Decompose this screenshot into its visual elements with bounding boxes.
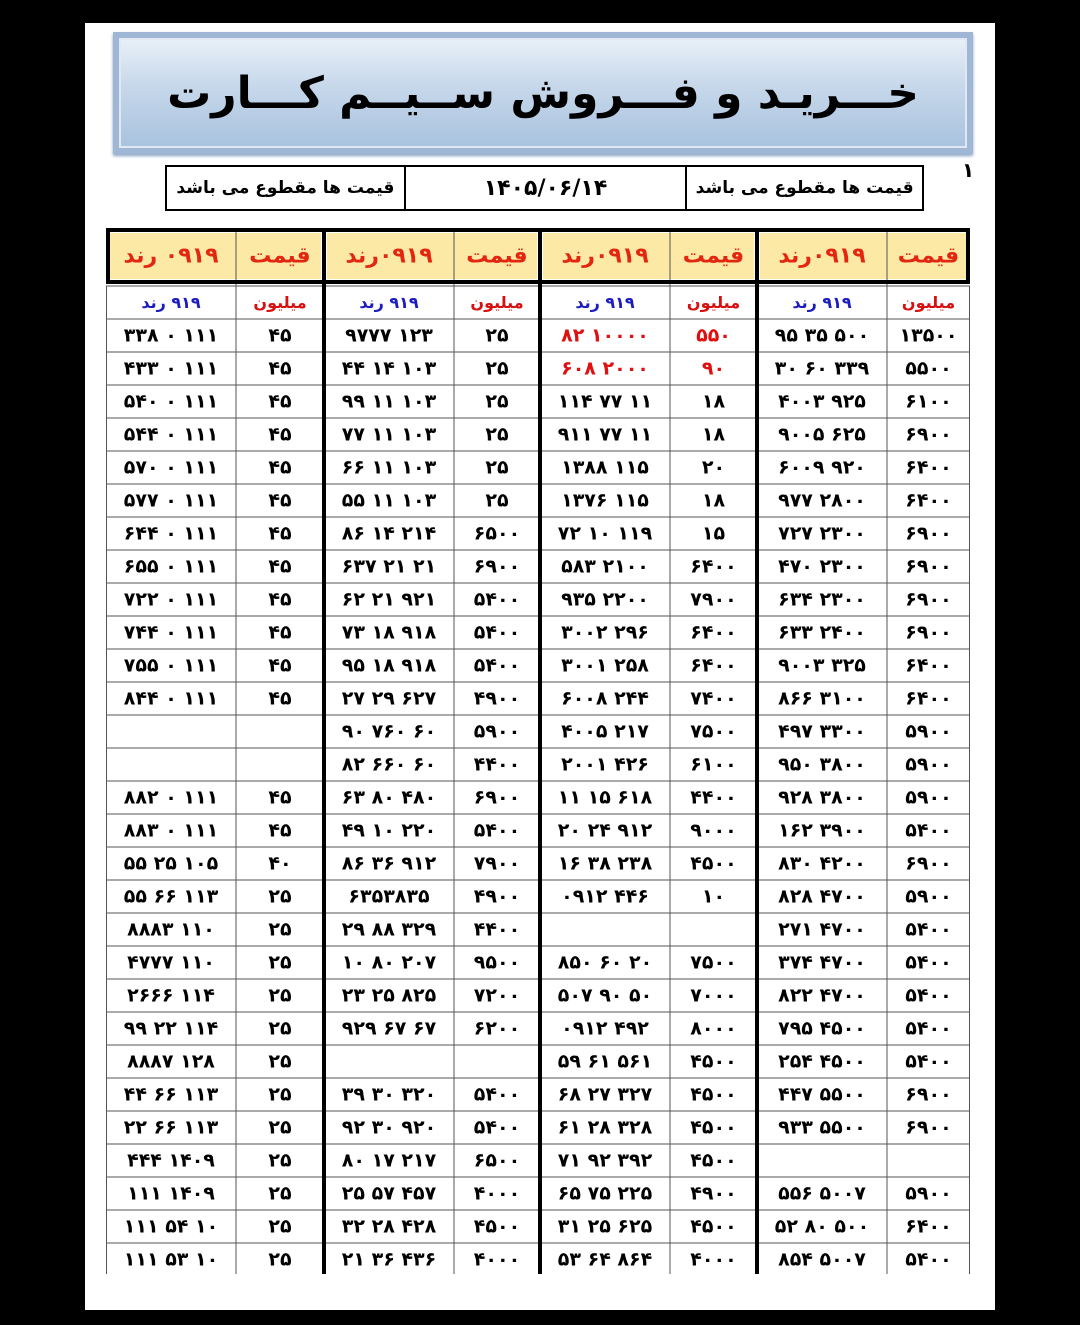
price-cell: ۸۰۰۰ <box>690 1017 737 1040</box>
subheader-unit-label: میلیون <box>470 293 524 312</box>
price-cell: ۷۵۰۰ <box>690 951 737 974</box>
number-cell: ۱۰ ۵۴ ۱۱۱ <box>123 1215 219 1238</box>
number-cell: ۱۰۳ ۱۱ ۹۹ <box>341 390 437 413</box>
price-cell: ۴۵ <box>268 555 292 578</box>
price-cell: ۱۰ <box>701 885 726 908</box>
price-cell: ۴۵ <box>268 588 292 611</box>
price-cell: ۲۵ <box>268 1149 292 1172</box>
number-cell: ۲۱۰۰ ۵۸۳ <box>561 555 649 578</box>
price-cell: ۶۹۰۰ <box>905 522 952 545</box>
price-cell: ۶۹۰۰ <box>473 555 521 578</box>
price-cell: ۴۵۰۰ <box>690 1149 737 1172</box>
price-cell: ۶۱۰۰ <box>690 753 737 776</box>
header-price-label: قیمت <box>249 243 311 269</box>
price-cell: ۴۵ <box>268 621 292 644</box>
number-cell: ۱۱۹ ۱۰ ۷۲ <box>557 522 653 545</box>
price-cell: ۶۴۰۰ <box>690 555 737 578</box>
price-cell: ۴۵ <box>268 390 292 413</box>
number-cell: ۲۲۵ ۷۵ ۶۵ <box>557 1182 653 1205</box>
price-cell: ۶۹۰۰ <box>905 852 952 875</box>
number-cell: ۲۴۴ ۶۰۰۸ <box>561 687 649 710</box>
number-cell: ۲۲۰۰ ۹۳۵ <box>561 588 649 611</box>
number-cell: ۲۰۷ ۸۰ ۱۰ <box>341 951 437 974</box>
info-bar <box>165 165 924 211</box>
price-cell: ۵۴۰۰ <box>473 654 521 677</box>
number-cell: ۵۵۰۰ ۴۴۷ <box>778 1083 866 1106</box>
number-cell: ۲۱ ۲۱ ۶۳۷ <box>341 555 437 578</box>
number-cell: ۴۳۶ ۳۶ ۲۱ <box>341 1248 437 1271</box>
price-cell: ۵۴۰۰ <box>905 918 952 941</box>
number-cell: ۳۱۰۰ ۸۶۶ <box>778 687 866 710</box>
price-cell: ۴۴۰۰ <box>473 918 521 941</box>
price-cell: ۴۵۰۰ <box>690 1116 737 1139</box>
price-cell: ۲۵ <box>485 489 509 512</box>
number-cell: ۱۱۱ ۰ ۸۴۴ <box>123 687 219 710</box>
number-cell: ۱۱۱ ۰ ۵۷۰ <box>123 456 219 479</box>
number-cell: ۲۱۴ ۱۴ ۸۶ <box>341 522 437 545</box>
price-cell: ۵۹۰۰ <box>905 720 952 743</box>
number-cell: ۹۲۱ ۲۱ ۶۲ <box>341 588 437 611</box>
price-cell: ۲۵ <box>485 423 509 446</box>
number-cell: ۱۰۰۰۰ ۸۲ <box>561 324 649 347</box>
price-cell: ۵۴۰۰ <box>473 588 521 611</box>
price-cell: ۶۴۰۰ <box>905 456 952 479</box>
number-cell: ۲۳۰۰ ۴۷۰ <box>778 555 866 578</box>
price-cell: ۶۴۰۰ <box>690 621 737 644</box>
price-cell: ۶۹۰۰ <box>905 588 952 611</box>
number-cell: ۶۷ ۶۷ ۹۲۹ <box>341 1017 437 1040</box>
fixed-price-note-left: قیمت ها مقطوع می باشد <box>176 178 395 198</box>
number-cell: ۱۲۳ ۹۷۷۷ <box>345 324 433 347</box>
number-cell: ۵۵۰۰ ۹۳۳ <box>778 1116 866 1139</box>
price-cell: ۷۵۰۰ <box>690 720 737 743</box>
price-cell: ۶۴۰۰ <box>905 654 952 677</box>
header-number-label: ۰۹۱۹رند <box>561 243 649 269</box>
number-cell: ۱۱۰ ۴۷۷۷ <box>127 951 215 974</box>
price-cell: ۷۹۰۰ <box>690 588 737 611</box>
price-cell: ۴۵ <box>268 687 292 710</box>
number-cell: ۵۰۰۷ ۸۵۴ <box>778 1248 866 1271</box>
price-cell: ۴۵۰۰ <box>690 1215 737 1238</box>
number-cell: ۳۲۷ ۲۷ ۶۸ <box>557 1083 653 1106</box>
number-cell: ۱۰۳ ۱۴ ۴۴ <box>341 357 437 380</box>
price-cell: ۷۴۰۰ <box>690 687 737 710</box>
price-cell: ۵۹۰۰ <box>473 720 521 743</box>
price-cell: ۲۵ <box>485 357 509 380</box>
number-cell: ۲۲۰ ۱۰ ۴۹ <box>341 819 437 842</box>
header-number-label: ۰۹۱۹ رند <box>123 243 219 269</box>
price-cell: ۱۳۵۰۰ <box>899 324 958 347</box>
number-cell: ۵۰۰۷ ۵۵۶ <box>778 1182 866 1205</box>
number-cell: ۲۱۷ ۱۷ ۸۰ <box>341 1149 437 1172</box>
price-cell: ۲۵ <box>268 984 292 1007</box>
price-cell: ۲۰ <box>701 456 726 479</box>
price-cell: ۱۸ <box>701 423 726 446</box>
number-cell: ۹۲۵ ۴۰۰۳ <box>778 390 866 413</box>
subheader-number-label: ۹۱۹ رند <box>575 293 635 312</box>
number-cell: ۱۱۱ ۰ ۶۵۵ <box>123 555 219 578</box>
price-cell: ۵۵۰۰ <box>905 357 952 380</box>
price-table <box>106 228 970 1274</box>
price-cell: ۲۵ <box>485 324 509 347</box>
price-cell: ۶۹۰۰ <box>905 555 952 578</box>
number-cell: ۳۸۰۰ ۹۵۰ <box>778 753 866 776</box>
price-cell: ۲۵ <box>268 1017 292 1040</box>
number-cell: ۱۱۱ ۰ ۴۳۳ <box>123 357 219 380</box>
price-cell: ۶۵۰۰ <box>473 1149 521 1172</box>
price-cell: ۲۵ <box>268 951 292 974</box>
price-cell: ۶۱۰۰ <box>905 390 952 413</box>
number-cell: ۳۲۵ ۹۰۰۳ <box>778 654 866 677</box>
price-cell: ۲۵ <box>268 1248 292 1271</box>
page-title: خـــریـد و فـــروش ســیــم کـــارت <box>167 67 919 119</box>
number-cell: ۱۱۱ ۰ ۸۸۳ <box>123 819 219 842</box>
price-cell: ۴۵ <box>268 456 292 479</box>
number-cell: ۴۷۰۰ ۸۲۸ <box>778 885 866 908</box>
number-cell: ۶۲۵ ۲۵ ۳۱ <box>557 1215 653 1238</box>
price-cell: ۴۵ <box>268 819 292 842</box>
price-cell: ۵۴۰۰ <box>905 1017 952 1040</box>
price-cell: ۲۵ <box>268 885 292 908</box>
price-cell: ۶۴۰۰ <box>905 687 952 710</box>
price-cell: ۴۰۰۰ <box>690 1248 737 1271</box>
number-cell: ۸۲۵ ۲۵ ۲۳ <box>341 984 437 1007</box>
price-cell: ۷۲۰۰ <box>473 984 521 1007</box>
number-cell: ۱۰۳ ۱۱ ۷۷ <box>341 423 437 446</box>
number-cell: ۱۱۱ ۰ ۶۴۴ <box>123 522 219 545</box>
header-price-label: قیمت <box>897 243 960 269</box>
number-cell: ۴۵۷ ۵۷ ۲۵ <box>341 1182 437 1205</box>
number-cell: ۳۸۰۰ ۹۲۸ <box>778 786 866 809</box>
price-cell: ۴۵ <box>268 654 292 677</box>
number-cell: ۵۰ ۹۰ ۵۰۷ <box>557 984 653 1007</box>
number-cell: ۱۱۱ ۰ ۷۵۵ <box>123 654 219 677</box>
number-cell: ۲۳۸ ۳۸ ۱۶ <box>557 852 653 875</box>
number-cell: ۱۱ ۷۷ ۱۱۴ <box>557 390 653 413</box>
number-cell: ۲۱۷ ۴۰۰۵ <box>561 720 649 743</box>
number-cell: ۱۱۱ ۰ ۵۴۴ <box>123 423 219 446</box>
price-cell: ۵۵۰ <box>696 324 731 347</box>
price-cell: ۴۰ <box>268 852 292 875</box>
price-cell: ۵۴۰۰ <box>473 819 521 842</box>
price-cell: ۵۴۰۰ <box>473 1116 521 1139</box>
subheader-number-label: ۹۱۹ رند <box>359 293 419 312</box>
number-cell: ۴۷۰۰ ۲۷۱ <box>778 918 866 941</box>
number-cell: ۳۲۹ ۸۸ ۲۹ <box>341 918 437 941</box>
number-cell: ۱۲۸ ۸۸۸۷ <box>127 1050 215 1073</box>
number-cell: ۴۴۶ ۰۹۱۲ <box>561 885 649 908</box>
price-cell: ۴۵ <box>268 522 292 545</box>
price-cell: ۵۴۰۰ <box>473 621 521 644</box>
number-cell: ۳۲۸ ۲۸ ۶۱ <box>557 1116 653 1139</box>
price-cell: ۴۴۰۰ <box>473 753 521 776</box>
price-cell: ۶۹۰۰ <box>905 1116 952 1139</box>
number-cell: ۲۸۰۰ ۹۷۷ <box>778 489 866 512</box>
number-cell: ۶۲۷ ۲۹ ۲۷ <box>341 687 437 710</box>
price-table-graphic <box>106 228 970 1274</box>
subheader-unit-label: میلیون <box>901 293 956 312</box>
price-cell: ۷۹۰۰ <box>473 852 521 875</box>
number-cell: ۹۱۲ ۲۴ ۲۰ <box>557 819 653 842</box>
price-cell: ۵۹۰۰ <box>905 885 952 908</box>
number-cell: ۱۱۳ ۶۶ ۲۲ <box>123 1116 219 1139</box>
price-cell: ۹۰۰۰ <box>690 819 737 842</box>
number-cell: ۲۳۰۰ ۶۳۴ <box>778 588 866 611</box>
number-cell: ۱۰۵ ۲۵ ۵۵ <box>123 852 219 875</box>
price-cell: ۵۴۰۰ <box>905 951 952 974</box>
number-cell: ۵۶۱ ۶۱ ۵۹ <box>557 1050 653 1073</box>
price-cell: ۴۵۰۰ <box>690 852 737 875</box>
price-cell: ۶۵۰۰ <box>473 522 521 545</box>
number-cell: ۳۳۰۰ ۴۹۷ <box>778 720 866 743</box>
number-cell: ۴۸۰ ۸۰ ۶۳ <box>341 786 437 809</box>
price-cell: ۲۵ <box>268 1182 292 1205</box>
price-cell: ۵۴۰۰ <box>905 984 952 1007</box>
number-cell: ۴۷۰۰ ۸۲۲ <box>778 984 866 1007</box>
number-cell: ۶۳۵۳۸۳۵ <box>348 885 430 908</box>
number-cell: ۶۰ ۶۶۰ ۸۲ <box>341 753 437 776</box>
price-cell: ۹۰ <box>701 357 726 380</box>
number-cell: ۱۱۳ ۶۶ ۵۵ <box>123 885 219 908</box>
price-cell: ۵۹۰۰ <box>905 753 952 776</box>
price-cell: ۲۵ <box>268 918 292 941</box>
number-cell: ۱۱۱ ۰ ۵۷۷ <box>123 489 219 512</box>
price-cell: ۴۵۰۰ <box>690 1083 737 1106</box>
number-cell: ۳۹۲ ۹۲ ۷۱ <box>557 1149 653 1172</box>
number-cell: ۶۲۵ ۹۰۰۵ <box>778 423 866 446</box>
number-cell: ۴۵۰۰ ۷۹۵ <box>778 1017 866 1040</box>
price-cell: ۵۹۰۰ <box>905 786 952 809</box>
number-cell: ۲۰۰۰ ۶۰۸ <box>561 357 649 380</box>
price-cell: ۶۴۰۰ <box>905 1215 952 1238</box>
price-cell: ۲۵ <box>268 1116 292 1139</box>
header-number-label: ۰۹۱۹رند <box>345 243 433 269</box>
header-number-label: ۰۹۱۹رند <box>778 243 866 269</box>
number-cell: ۴۵۰۰ ۲۵۴ <box>778 1050 866 1073</box>
price-cell: ۶۲۰۰ <box>473 1017 521 1040</box>
number-cell: ۴۹۲ ۰۹۱۲ <box>561 1017 649 1040</box>
number-cell: ۲۳۰۰ ۷۲۷ <box>778 522 866 545</box>
price-cell: ۵۴۰۰ <box>905 819 952 842</box>
number-cell: ۵۰۰ ۸۰ ۵۲ <box>774 1215 870 1238</box>
price-cell: ۶۴۰۰ <box>905 489 952 512</box>
number-cell: ۴۲۸ ۲۸ ۳۲ <box>341 1215 437 1238</box>
title-banner <box>113 32 973 154</box>
price-cell: ۹۵۰۰ <box>473 951 521 974</box>
price-cell: ۴۵ <box>268 786 292 809</box>
price-cell: ۷۰۰۰ <box>690 984 737 1007</box>
price-cell: ۵۴۰۰ <box>473 1083 521 1106</box>
price-cell: ۴۵ <box>268 324 292 347</box>
price-cell: ۶۴۰۰ <box>690 654 737 677</box>
number-cell: ۹۲۰ ۳۰ ۹۲ <box>341 1116 437 1139</box>
price-cell: ۱۵ <box>701 522 726 545</box>
price-cell: ۴۵۰۰ <box>473 1215 521 1238</box>
price-cell: ۴۴۰۰ <box>690 786 737 809</box>
price-cell: ۲۵ <box>268 1050 292 1073</box>
number-cell: ۴۷۰۰ ۳۷۴ <box>778 951 866 974</box>
fixed-price-note-right: قیمت ها مقطوع می باشد <box>685 167 922 209</box>
price-cell: ۴۹۰۰ <box>473 885 521 908</box>
price-cell: ۴۵ <box>268 489 292 512</box>
number-cell: ۲۵۸ ۳۰۰۱ <box>561 654 649 677</box>
price-cell: ۴۹۰۰ <box>690 1182 737 1205</box>
number-cell: ۱۱۰ ۸۸۸۳ <box>127 918 215 941</box>
number-cell: ۳۲۰ ۳۰ ۳۹ <box>341 1083 437 1106</box>
number-cell: ۱۱۱ ۰ ۷۴۴ <box>123 621 219 644</box>
price-cell: ۵۴۰۰ <box>905 1248 952 1271</box>
subheader-number-label: ۹۱۹ رند <box>792 293 852 312</box>
number-cell: ۹۱۲ ۳۶ ۸۶ <box>341 852 437 875</box>
price-cell: ۵۴۰۰ <box>905 1050 952 1073</box>
number-cell: ۶۱۸ ۱۵ ۱۱ <box>557 786 653 809</box>
number-cell: ۲۴۰۰ ۶۳۳ <box>778 621 866 644</box>
number-cell: ۳۹۰۰ ۱۶۲ <box>778 819 866 842</box>
number-cell: ۱۱۱ ۰ ۳۳۸ <box>123 324 219 347</box>
number-cell: ۱۱۵ ۱۳۷۶ <box>561 489 649 512</box>
number-cell: ۱۰۳ ۱۱ ۶۶ <box>341 456 437 479</box>
number-cell: ۹۲۰ ۶۰۰۹ <box>778 456 866 479</box>
number-cell: ۱۱۱ ۰ ۸۸۲ <box>123 786 219 809</box>
subheader-unit-label: میلیون <box>686 293 741 312</box>
number-cell: ۱۱۴ ۲۶۶۶ <box>127 984 215 1007</box>
number-cell: ۱۰۳ ۱۱ ۵۵ <box>341 489 437 512</box>
price-cell: ۶۹۰۰ <box>905 423 952 446</box>
price-cell: ۴۹۰۰ <box>473 687 521 710</box>
price-cell: ۲۵ <box>485 390 509 413</box>
number-cell: ۳۳۹ ۶۰ ۳۰ <box>774 357 870 380</box>
number-cell: ۲۹۶ ۳۰۰۲ <box>561 621 649 644</box>
price-cell: ۵۹۰۰ <box>905 1182 952 1205</box>
number-cell: ۱۰ ۵۳ ۱۱۱ <box>123 1248 219 1271</box>
price-cell: ۴۰۰۰ <box>473 1248 521 1271</box>
number-cell: ۱۱ ۷۷ ۹۱۱ <box>557 423 653 446</box>
date-label: ۱۴۰۵/۰۶/۱۴ <box>404 167 686 209</box>
price-cell: ۱۸ <box>701 489 726 512</box>
price-cell: ۱۸ <box>701 390 726 413</box>
price-cell: ۴۵ <box>268 357 292 380</box>
price-cell: ۲۵ <box>268 1083 292 1106</box>
number-cell: ۲۰ ۶۰ ۸۵۰ <box>557 951 653 974</box>
price-cell: ۶۹۰۰ <box>905 621 952 644</box>
number-cell: ۴۲۰۰ ۸۳۰ <box>778 852 866 875</box>
header-price-label: قیمت <box>682 243 745 269</box>
price-cell: ۲۵ <box>268 1215 292 1238</box>
number-cell: ۱۱۴ ۲۲ ۹۹ <box>123 1017 219 1040</box>
header-price-label: قیمت <box>466 243 528 269</box>
page-number: ۱ <box>962 158 975 182</box>
price-cell: ۴۰۰۰ <box>473 1182 521 1205</box>
number-cell: ۹۱۸ ۱۸ ۷۳ <box>341 621 437 644</box>
number-cell: ۴۲۶ ۲۰۰۱ <box>561 753 649 776</box>
subheader-unit-label: میلیون <box>253 293 307 312</box>
number-cell: ۱۱۵ ۱۳۸۸ <box>561 456 649 479</box>
price-cell: ۲۵ <box>485 456 509 479</box>
number-cell: ۱۱۱ ۰ ۷۲۲ <box>123 588 219 611</box>
price-cell: ۴۵ <box>268 423 292 446</box>
price-cell: ۴۵۰۰ <box>690 1050 737 1073</box>
number-cell: ۹۱۸ ۱۸ ۹۵ <box>341 654 437 677</box>
price-cell: ۶۹۰۰ <box>473 786 521 809</box>
subheader-number-label: ۹۱۹ رند <box>141 293 201 312</box>
number-cell: ۵۰۰ ۳۵ ۹۵ <box>774 324 870 347</box>
number-cell: ۸۶۴ ۶۴ ۵۳ <box>557 1248 653 1271</box>
number-cell: ۶۰ ۷۶۰ ۹۰ <box>341 720 437 743</box>
number-cell: ۱۱۱ ۰ ۵۴۰ <box>123 390 219 413</box>
number-cell: ۱۴۰۹ ۱۱۱ <box>127 1182 215 1205</box>
number-cell: ۱۴۰۹ ۴۴۴ <box>127 1149 215 1172</box>
price-cell: ۶۹۰۰ <box>905 1083 952 1106</box>
number-cell: ۱۱۳ ۶۶ ۴۴ <box>123 1083 219 1106</box>
